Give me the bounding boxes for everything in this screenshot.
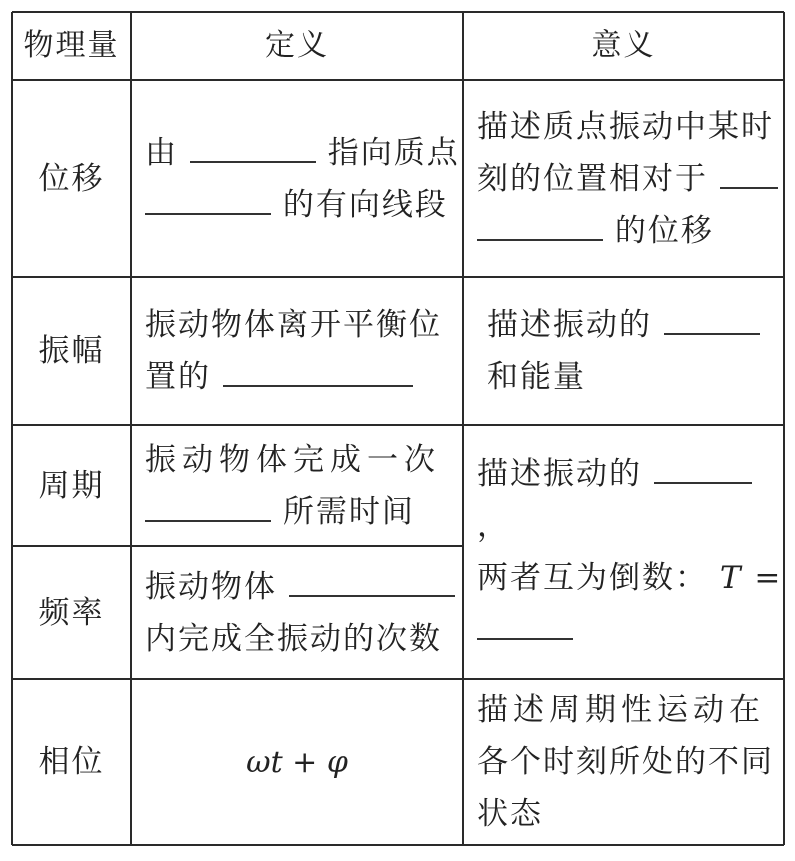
header-quantity bbox=[12, 12, 131, 80]
fill-blank[interactable] bbox=[720, 157, 778, 189]
row-displacement-name: 位移 bbox=[38, 160, 105, 197]
row-amplitude-name: 振幅 bbox=[38, 333, 105, 369]
header-meaning-text: 意义 bbox=[591, 28, 656, 63]
fill-blank[interactable] bbox=[477, 608, 573, 640]
fill-blank[interactable] bbox=[145, 490, 271, 522]
row-amplitude-meaning: 描述振动的 和能量 bbox=[463, 277, 784, 425]
row-phase-definition bbox=[131, 679, 463, 845]
row-phase-name: 相位 bbox=[38, 744, 105, 780]
phase-formula: ωt + φ bbox=[246, 744, 348, 780]
row-frequency-name: 频率 bbox=[38, 594, 105, 631]
row-displacement-meaning: 描述质点振动中某时 刻的位置相对于 的位移 bbox=[463, 80, 784, 277]
row-amplitude-definition: 振动物体离开平衡位 置的 bbox=[145, 307, 442, 395]
header-definition bbox=[131, 12, 463, 80]
fill-blank[interactable] bbox=[190, 131, 316, 163]
formula-T: T = bbox=[719, 560, 783, 596]
fill-blank[interactable] bbox=[145, 183, 271, 215]
row-frequency-definition: 振动物体 内完成全振动的次数 bbox=[131, 546, 463, 679]
fill-blank[interactable] bbox=[664, 303, 760, 335]
row-period-definition: 振动物体完成一次 所需时间 bbox=[145, 441, 441, 530]
fill-blank[interactable] bbox=[289, 565, 455, 597]
fill-blank[interactable] bbox=[223, 355, 413, 387]
row-period-name: 周期 bbox=[38, 467, 105, 504]
fill-blank[interactable] bbox=[654, 452, 752, 484]
row-displacement-definition: 由 指向质点 的有向线段 bbox=[131, 80, 463, 277]
period-frequency-meaning: 描述振动的 ， 两者互为倒数： T = bbox=[463, 425, 784, 679]
row-phase-meaning: 描述周期性运动在 各个时刻所处的不同 状态 bbox=[477, 692, 774, 832]
header-meaning bbox=[463, 12, 784, 80]
header-definition-text: 定义 bbox=[265, 28, 329, 63]
fill-blank[interactable] bbox=[477, 209, 603, 241]
header-quantity-text: 物理量 bbox=[23, 28, 120, 63]
